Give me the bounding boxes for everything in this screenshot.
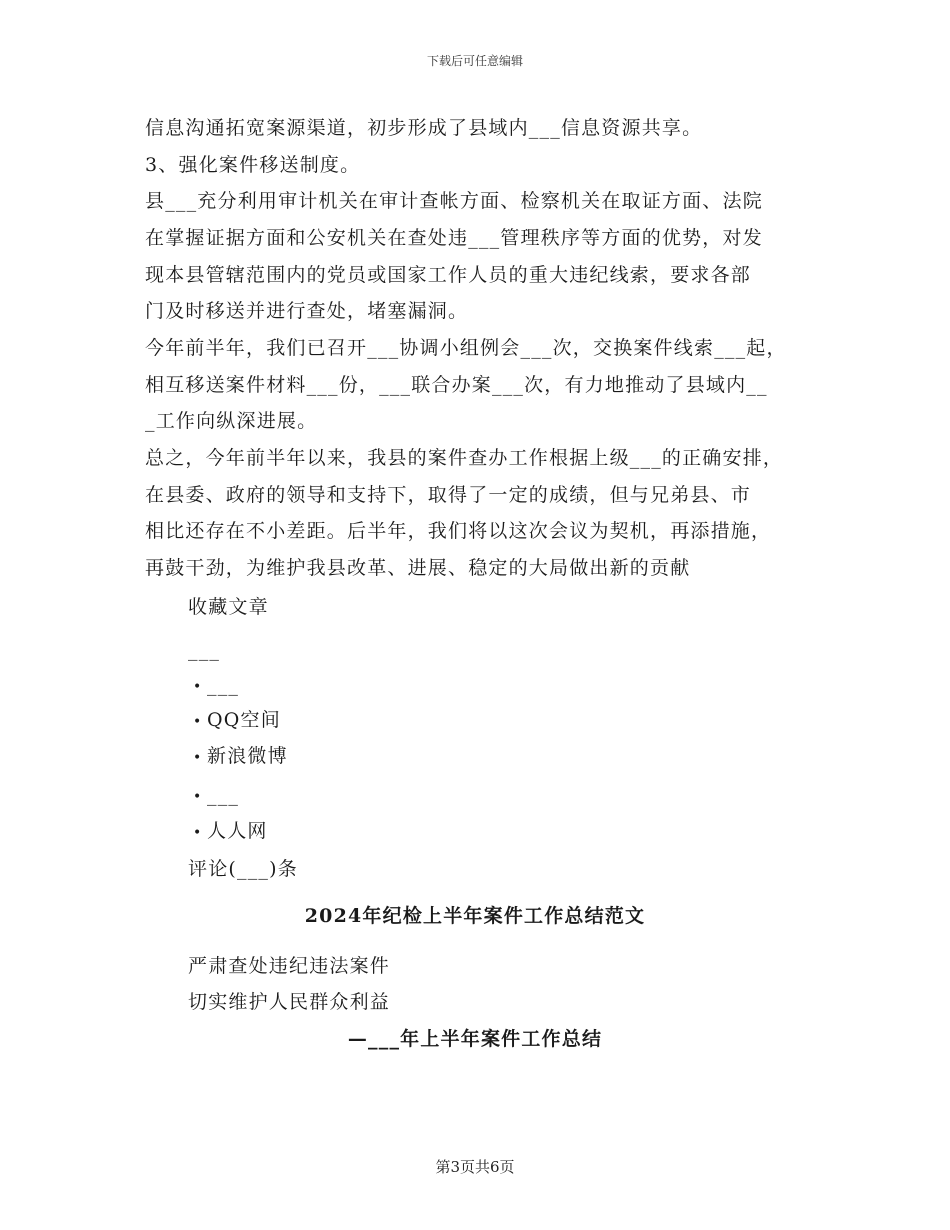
body-line: 相互移送案件材料___份，___联合办案___次，有力地推动了县域内__ [145,374,768,396]
article-subtitle: 切实维护人民群众利益 [188,991,391,1013]
body-line: 再鼓干劲，为维护我县改革、进展、稳定的大局做出新的贡献 [145,557,691,579]
article-subtitle: 严肃查处违纪违法案件 [188,955,391,977]
comments-count-link[interactable]: 评论(___)条 [188,858,298,880]
bullet-dot-icon: • [193,714,203,730]
share-item-label: ___ [207,674,240,696]
collect-article-link[interactable]: 收藏文章 [188,596,269,618]
body-line: _工作向纵深进展。 [145,410,318,432]
share-item-renren[interactable] [193,819,268,845]
bullet-dot-icon: • [193,750,203,766]
share-item[interactable] [193,673,239,699]
body-line: 门及时移送并进行查处，堵塞漏洞。 [145,300,469,322]
share-item-label: 新浪微博 [207,745,288,767]
section-heading: —___年上半年案件工作总结 [347,1028,603,1050]
share-blank: ___ [188,639,221,661]
body-line: 今年前半年，我们已召开___协调小组例会___次，交换案件线索___起， [145,337,787,359]
page-number: 第3页共6页 [435,1158,515,1176]
page-header-note: 下载后可任意编辑 [426,54,523,68]
body-line: 在掌握证据方面和公安机关在查处违___管理秩序等方面的优势，对发 [145,227,763,249]
body-line: 在县委、政府的领导和支持下，取得了一定的成绩，但与兄弟县、市 [145,484,752,506]
body-line: 信息沟通拓宽案源渠道，初步形成了县域内___信息资源共享。 [145,117,703,139]
bullet-dot-icon: • [193,825,203,841]
share-item-label: ___ [207,784,240,806]
share-item-label: QQ空间 [207,709,281,731]
body-line: 县___充分利用审计机关在审计查帐方面、检察机关在取证方面、法院 [145,190,763,212]
share-item-qzone[interactable] [193,708,281,734]
body-line: 相比还存在不小差距。后半年，我们将以这次会议为契机，再添措施， [145,520,772,542]
share-item-label: 人人网 [207,820,268,842]
body-line: 现本县管辖范围内的党员或国家工作人员的重大违纪线索，要求各部 [145,264,752,286]
bullet-dot-icon: • [193,679,203,695]
bullet-dot-icon: • [193,789,203,805]
share-item[interactable] [193,783,239,809]
body-line: 3、强化案件移送制度。 [145,154,361,176]
article-title: 2024年纪检上半年案件工作总结范文 [304,905,646,927]
body-line: 总之，今年前半年以来，我县的案件查办工作根据上级___的正确安排， [145,447,784,469]
share-item-weibo[interactable] [193,744,288,770]
